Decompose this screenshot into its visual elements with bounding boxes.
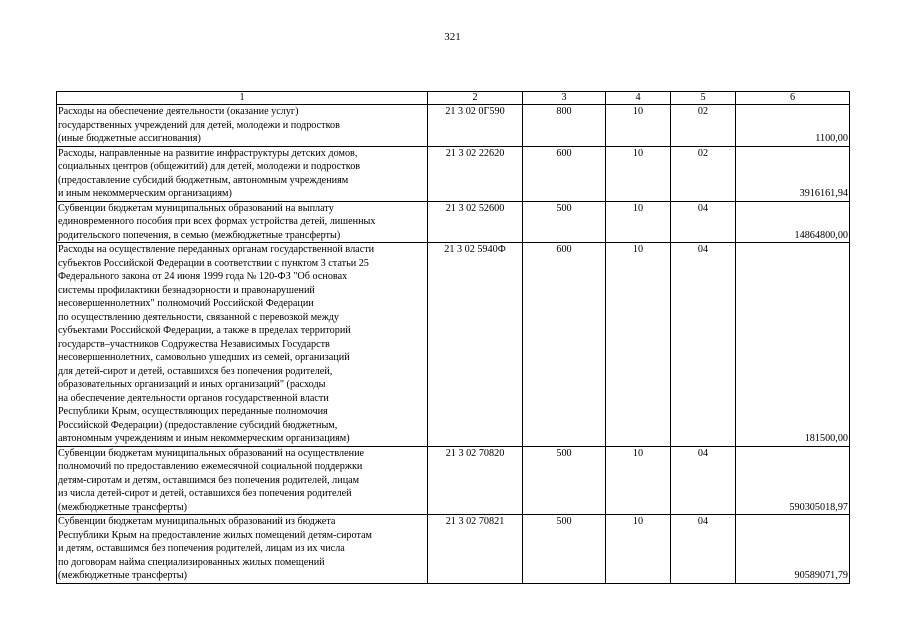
table-row	[57, 243, 850, 447]
column-header: 1	[57, 92, 428, 105]
table-row	[57, 105, 850, 147]
expense-type-code: 600	[523, 243, 606, 447]
amount-value: 90589071,79	[736, 515, 850, 584]
expense-description: Субвенции бюджетам муниципальных образований из бюджета Республики Крым на предоставление жилых помещений детям-сиротам и детям, оставшимся без попечения родителей, лицам из их числа по договорам найма специализированных жилых помещений (межбюджетные трансферты)	[57, 515, 428, 584]
subsection-code: 04	[671, 446, 736, 515]
table-row	[57, 515, 850, 584]
section-code: 10	[606, 201, 671, 243]
amount-value: 14864800,00	[736, 201, 850, 243]
target-article-code: 21 3 02 52600	[428, 201, 523, 243]
table-row	[57, 446, 850, 515]
table-row	[57, 146, 850, 201]
subsection-code: 04	[671, 201, 736, 243]
page-number: 321	[444, 31, 461, 43]
expense-description: Расходы на обеспечение деятельности (оказание услуг) государственных учреждений для детей, молодежи и подростков (иные бюджетные ассигнования)	[57, 105, 428, 147]
expense-description: Расходы, направленные на развитие инфраструктуры детских домов, социальных центров (общежитий) для детей, молодежи и подростков (предоставление субсидий бюджетным, автономным учреждениям и иным некоммерческим организациям)	[57, 146, 428, 201]
target-article-code: 21 3 02 70821	[428, 515, 523, 584]
expense-description: Субвенции бюджетам муниципальных образований на выплату единовременного пособия при всех формах устройства детей, лишенных родительского попечения, в семью (межбюджетные трансферты)	[57, 201, 428, 243]
target-article-code: 21 3 02 70820	[428, 446, 523, 515]
section-code: 10	[606, 105, 671, 147]
expense-type-code: 500	[523, 201, 606, 243]
section-code: 10	[606, 446, 671, 515]
amount-value: 590305018,97	[736, 446, 850, 515]
column-header: 2	[428, 92, 523, 105]
section-code: 10	[606, 515, 671, 584]
subsection-code: 04	[671, 243, 736, 447]
subsection-code: 04	[671, 515, 736, 584]
target-article-code: 21 3 02 5940Ф	[428, 243, 523, 447]
subsection-code: 02	[671, 105, 736, 147]
expense-type-code: 600	[523, 146, 606, 201]
table-header-row	[57, 92, 850, 105]
subsection-code: 02	[671, 146, 736, 201]
amount-value: 3916161,94	[736, 146, 850, 201]
expense-type-code: 500	[523, 515, 606, 584]
expense-description: Расходы на осуществление переданных органам государственной власти субъектов Российской Федерации в соответствии с пунктом 3 статьи 25 Федерального закона от 24 июня 1999 года № 120-ФЗ "Об основах системы профилактики безнадзорности и правонарушений несовершеннолетних" полномочий Российской Федерации по осуществлению деятельности, связанной с перевозкой между субъектами Российской Федерации, а также в пределах территорий государств–участников Содружества Независимых Государств несовершеннолетних, самовольно ушедших из семей, организаций для детей-сирот и детей, оставшихся без попечения родителей, образовательных организаций и иных организаций" (расходы на обеспечение деятельности органов государственной власти Республики Крым, осуществляющих переданные полномочия Российской Федерации) (предоставление субсидий бюджетным, автономным учреждениям и иным некоммерческим организациям)	[57, 243, 428, 447]
column-header: 3	[523, 92, 606, 105]
section-code: 10	[606, 243, 671, 447]
expense-type-code: 800	[523, 105, 606, 147]
target-article-code: 21 3 02 22620	[428, 146, 523, 201]
expense-description: Субвенции бюджетам муниципальных образований на осуществление полномочий по предоставлению ежемесячной социальной поддержки детям-сиротам и детям, оставшимся без попечения родителей, лицам из числа детей-сирот и детей, оставшихся без попечения родителей (межбюджетные трансферты)	[57, 446, 428, 515]
amount-value: 181500,00	[736, 243, 850, 447]
column-header: 6	[736, 92, 850, 105]
column-header: 4	[606, 92, 671, 105]
budget-table	[56, 91, 850, 584]
expense-type-code: 500	[523, 446, 606, 515]
target-article-code: 21 3 02 0Г590	[428, 105, 523, 147]
section-code: 10	[606, 146, 671, 201]
table-row	[57, 201, 850, 243]
amount-value: 1100,00	[736, 105, 850, 147]
column-header: 5	[671, 92, 736, 105]
